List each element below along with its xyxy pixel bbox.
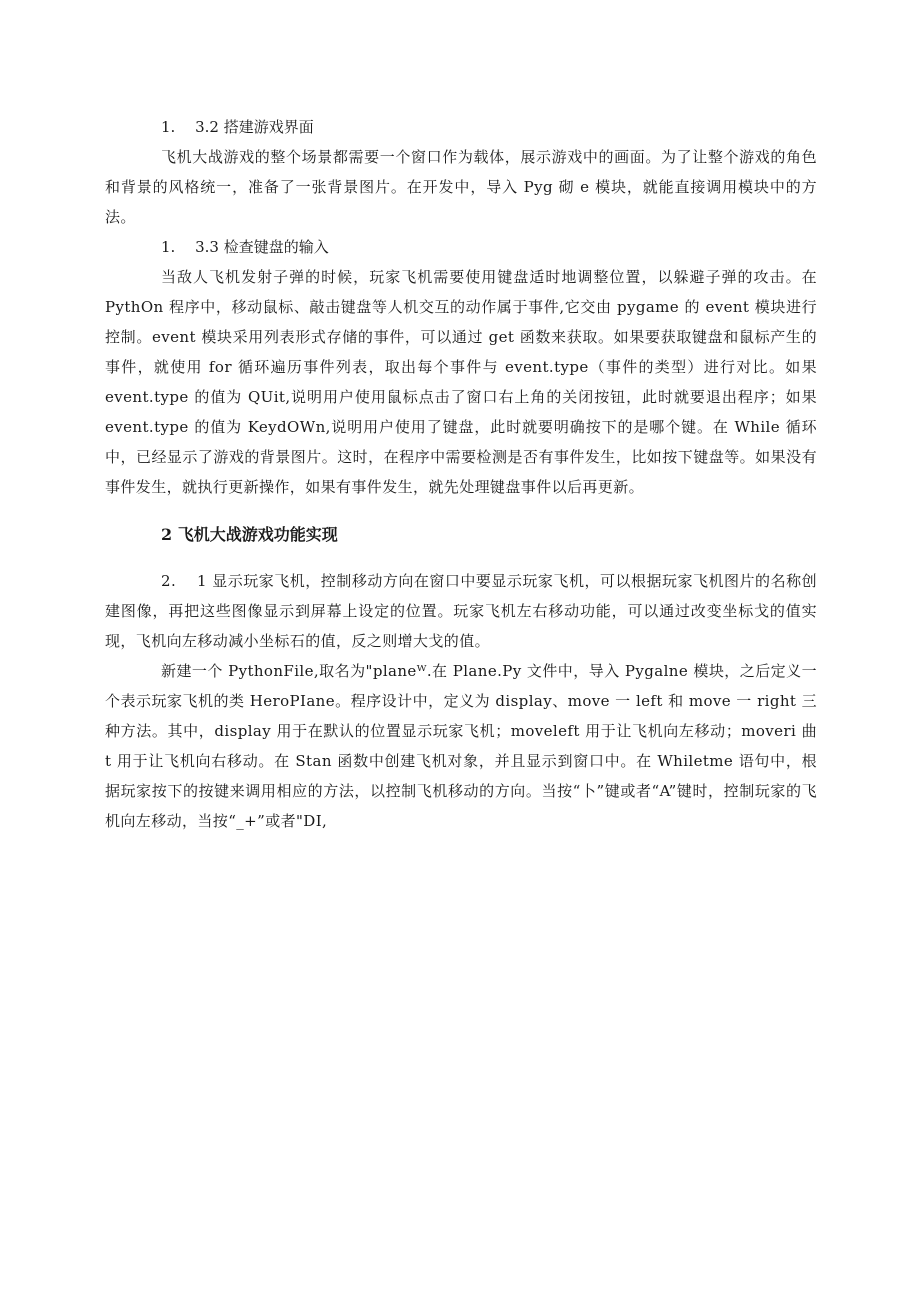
- subsection-heading-3-3: 1. 3.3 检查键盘的输入: [161, 238, 329, 256]
- paragraph-show-player-plane: 2. 1 显示玩家飞机，控制移动方向在窗口中要显示玩家飞机，可以根据玩家飞机图片的名称创建图像，再把这些图像显示到屏幕上设定的位置。玩家飞机左右移动功能，可以通过改变坐标戈的值实现，飞机向左移动减小坐标石的值，反之则增大戈的值。: [105, 572, 817, 650]
- paragraph-keyboard-input: 当敌人飞机发射子弹的时候，玩家飞机需要使用键盘适时地调整位置，以躲避子弹的攻击。在 PythOn 程序中，移动鼠标、敲击键盘等人机交互的动作属于事件,它交由 pygame 的 event 模块进行控制。event 模块采用列表形式存储的事件，可以通过 get 函数来获取。如果要获取键盘和鼠标产生的事件，就使用 for 循环遍历事件列表，取出每个事件与 event.type（事件的类型）进行对比。如果 event.type 的值为 QUit,说明用户使用鼠标点击了窗口右上角的关闭按钮，此时就要退出程序；如果 event.type 的值为 KeydOWn,说明用户使用了键盘，此时就要明确按下的是哪个键。在 While 循环中，已经显示了游戏的背景图片。这时，在程序中需要检测是否有事件发生，比如按下键盘等。如果没有事件发生，就执行更新操作，如果有事件发生，就先处理键盘事件以后再更新。: [105, 268, 817, 496]
- paragraph-game-interface: 飞机大战游戏的整个场景都需要一个窗口作为载体，展示游戏中的画面。为了让整个游戏的角色和背景的风格统一，准备了一张背景图片。在开发中，导入 Pyg 砌 e 模块，就能直接调用模块中的方法。: [105, 148, 817, 226]
- section-heading-2: 2 飞机大战游戏功能实现: [161, 525, 338, 544]
- paragraph-new-python-file: 新建一个 PythonFile,取名为"planeᵂ.在 Plane.Py 文件中，导入 Pygalne 模块，之后定义一个表示玩家飞机的类 HeroPIane。程序设计中，定义为 display、move 一 left 和 move 一 right 三种方法。其中，display 用于在默认的位置显示玩家飞机；moveleft 用于让飞机向左移动；moveri 曲 t 用于让飞机向右移动。在 Stan 函数中创建飞机对象，并且显示到窗口中。在 Whiletme 语句中，根据玩家按下的按键来调用相应的方法，以控制飞机移动的方向。当按“卜”键或者“A”键时，控制玩家的飞机向左移动，当按“_+”或者"DI,: [105, 662, 817, 830]
- document-body: [105, 112, 817, 836]
- subsection-heading-3-2: 1. 3.2 搭建游戏界面: [161, 118, 314, 136]
